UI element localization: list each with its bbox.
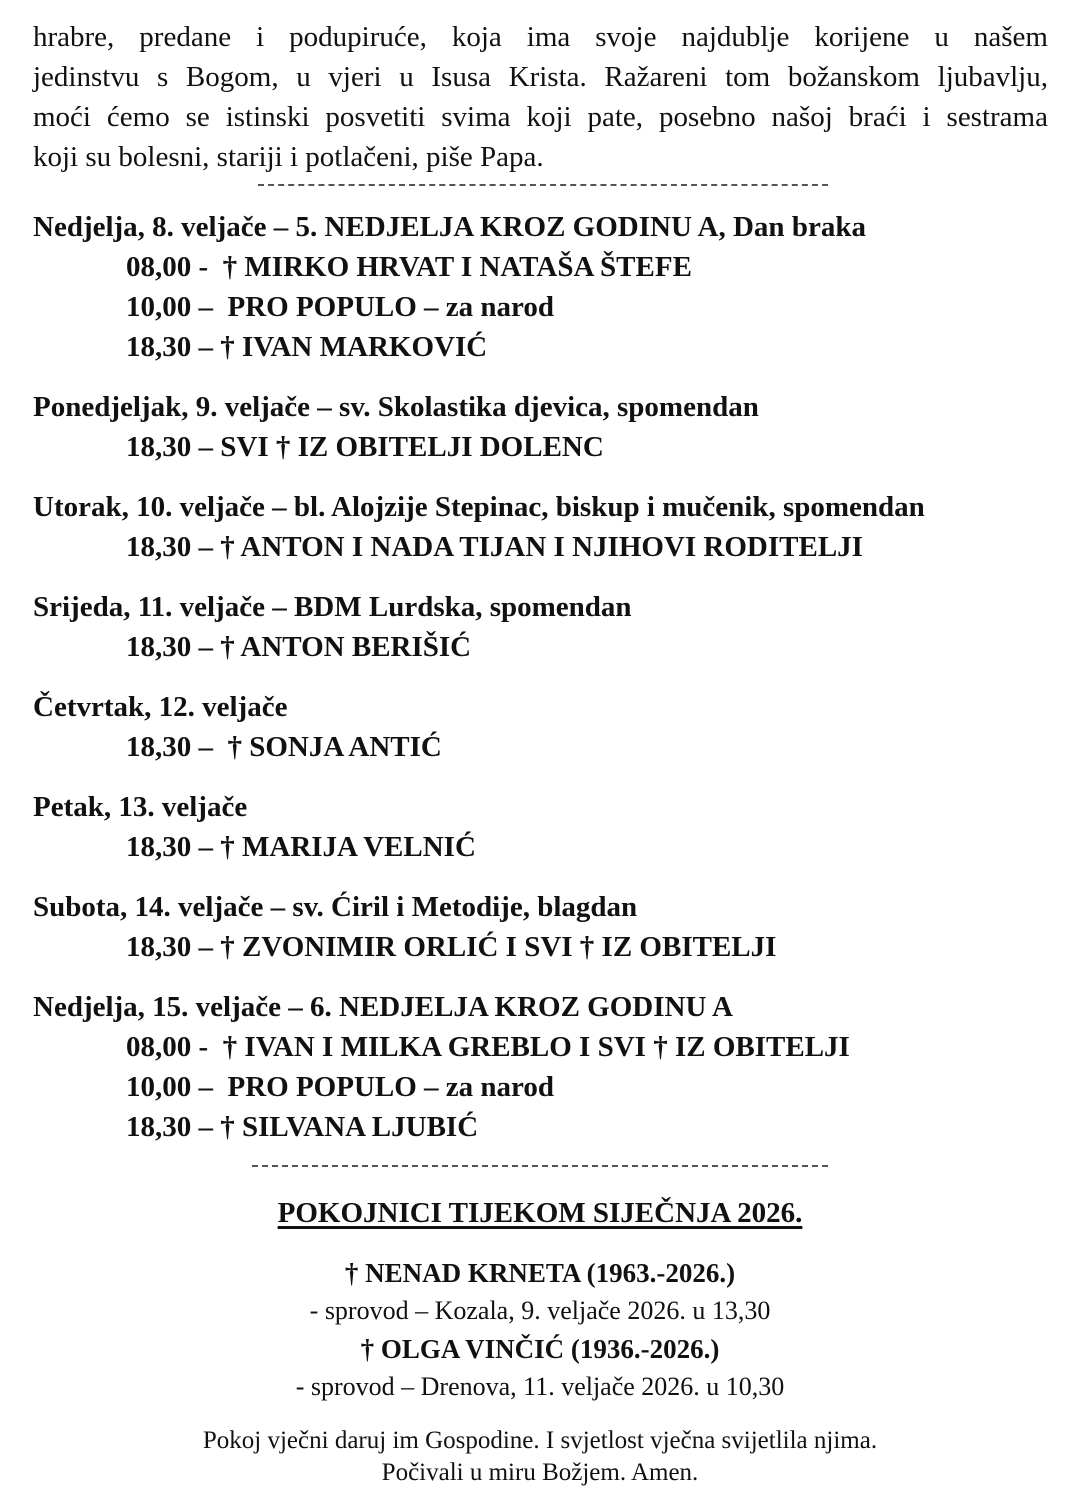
- mass-entry: 18,30 – † ZVONIMIR ORLIĆ I SVI † IZ OBITELJI: [126, 931, 777, 963]
- schedule-day: [33, 887, 1073, 967]
- prayer-line: Počivali u miru Božjem. Amen.: [381, 1459, 699, 1486]
- intro-line: jedinstvu s Bogom, u vjeri u Isusa Krista. Ražareni tom božanskom ljubavlju,: [33, 61, 1048, 93]
- schedule-day: [33, 787, 1073, 867]
- funeral-info: - sprovod – Kozala, 9. veljače 2026. u 13,30: [309, 1296, 771, 1325]
- mass-entry: 18,30 – † ANTON BERIŠIĆ: [126, 631, 472, 663]
- day-header: Nedjelja, 15. veljače – 6. NEDJELJA KROZ GODINU A: [33, 991, 733, 1023]
- deceased-title-text: POKOJNICI TIJEKOM SIJEČNJA 2026.: [277, 1197, 803, 1229]
- day-header: Ponedjeljak, 9. veljače – sv. Skolastika djevica, spomendan: [33, 391, 759, 423]
- mass-entry: 10,00 – PRO POPULO – za narod: [126, 291, 555, 323]
- mass-entry: 08,00 - † MIRKO HRVAT I NATAŠA ŠTEFE: [126, 251, 692, 283]
- day-header: Utorak, 10. veljače – bl. Alojzije Stepinac, biskup i mučenik, spomendan: [33, 491, 925, 523]
- schedule-day: [33, 487, 1073, 567]
- deceased-name: † NENAD KRNETA (1963.-2026.): [344, 1258, 736, 1288]
- deceased-name: † OLGA VINČIĆ (1936.-2026.): [360, 1334, 720, 1364]
- day-header: Četvrtak, 12. veljače: [33, 691, 288, 723]
- day-header: Nedjelja, 8. veljače – 5. NEDJELJA KROZ GODINU A, Dan braka: [33, 211, 866, 243]
- deceased-section-title: [0, 1193, 1080, 1233]
- mass-entry: 18,30 – SVI † IZ OBITELJI DOLENC: [126, 431, 604, 463]
- schedule-day: [33, 587, 1073, 667]
- intro-paragraph: [33, 17, 1048, 177]
- dashed-divider: [258, 184, 828, 186]
- prayer-line: Pokoj vječni daruj im Gospodine. I svjetlost vječna svijetlila njima.: [202, 1427, 878, 1454]
- mass-entry: 18,30 – † SILVANA LJUBIĆ: [126, 1111, 479, 1143]
- day-header: Petak, 13. veljače: [33, 791, 248, 823]
- funeral-info: - sprovod – Drenova, 11. veljače 2026. u 10,30: [295, 1372, 785, 1401]
- schedule-day: [33, 987, 1073, 1147]
- deceased-list: [0, 1254, 1080, 1406]
- mass-entry: 18,30 – † SONJA ANTIĆ: [126, 731, 442, 763]
- day-header: Srijeda, 11. veljače – BDM Lurdska, spomendan: [33, 591, 632, 623]
- prayer: [0, 1425, 1080, 1489]
- mass-entry: 18,30 – † MARIJA VELNIĆ: [126, 831, 476, 863]
- schedule-day: [33, 387, 1073, 467]
- schedule-day: [33, 207, 1073, 367]
- intro-line: hrabre, predane i podupiruće, koja ima svoje najdublje korijene u našem: [33, 21, 1048, 53]
- day-header: Subota, 14. veljače – sv. Ćiril i Metodije, blagdan: [33, 891, 638, 923]
- mass-entry: 08,00 - † IVAN I MILKA GREBLO I SVI † IZ OBITELJI: [126, 1031, 850, 1063]
- mass-entry: 18,30 – † IVAN MARKOVIĆ: [126, 331, 488, 363]
- intro-line: koji su bolesni, stariji i potlačeni, piše Papa.: [33, 141, 544, 173]
- mass-entry: 10,00 – PRO POPULO – za narod: [126, 1071, 555, 1103]
- mass-schedule: [33, 207, 1073, 1167]
- schedule-day: [33, 687, 1073, 767]
- intro-line: moći ćemo se istinski posvetiti svima koji pate, posebno našoj braći i sestrama: [33, 101, 1048, 133]
- mass-entry: 18,30 – † ANTON I NADA TIJAN I NJIHOVI RODITELJI: [126, 531, 863, 563]
- dashed-divider: [252, 1165, 828, 1167]
